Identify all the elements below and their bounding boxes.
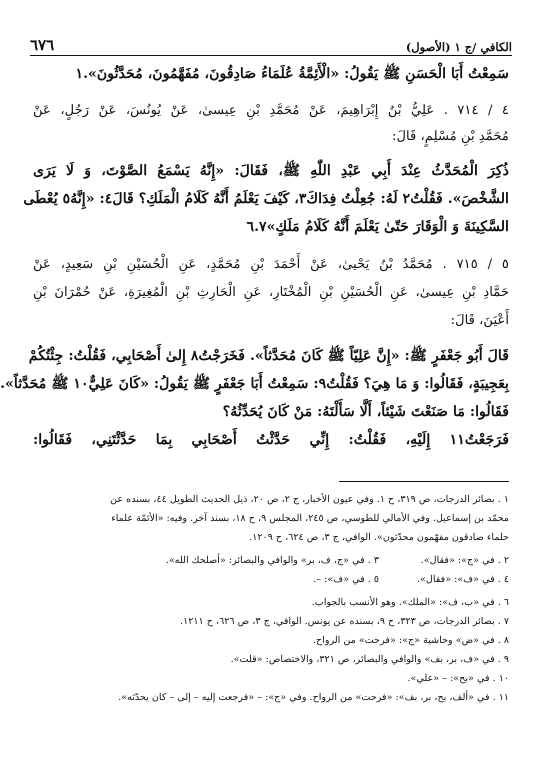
footnote: ١٠ . في «بح»: – «علي». [407,673,509,684]
hadith-text-line: فَقَالُوا: مَا صَنَعْتَ شَيْئاً، أَلَّا سَأَلْتَهُ: مَنْ كَانَ يُحَدِّثُهُ؟ [222,404,509,420]
footnote-line: محمّد بن إسماعيل. وفي الأمالي للطوسي، ص ٢٤٥، المجلس ٩، ح ١٨، بسند آخر. وفيه: «الأئمّة علماء [111,513,509,524]
footnote-row [33,574,509,585]
hadith-text-line: ذُكِرَ الْمُحَدَّثُ عِنْدَ أَبِي عَبْدِ اللّٰهِ ﷺ، فَقَالَ: «إِنَّهُ يَسْمَعُ الصَّوْتَ، وَ لَا يَرَى [33,163,509,179]
page-header [30,32,512,54]
footnote-row [33,555,509,566]
footnote: ١١ . في «ألف، بح، بر، بف»: «فرحت» من الرواح. وفي «ج»: – «فرجعت إليه – إلى – كان يحدّثه». [118,692,509,703]
footnote: ٥ . في «ف»: –. [313,574,379,585]
footnote: ٤ . في «ف»: «فقال». [416,574,509,585]
hadith-text-line: قَالَ أَبُو جَعْفَرٍ ﷺ: «إِنَّ عَلِيّاً ﷺ كَانَ مُحَدَّثاً». فَخَرَجْتُ٨ إِلىٰ أَصْحَابِي، فَقُلْتُ: جِئْتُكُمْ [28,348,509,364]
footnote: ٣ . في «ج، ف، بر» والوافي والبصائر: «أصلحك الله». [165,555,379,566]
page-number: ٦٧٦ [30,36,55,54]
footnote: ٩ . في «ف، بر، بف» والوافي والبصائر، ص ٣٢١، والاختصاص: «قلت». [230,654,509,665]
hadith-text-line: سَمِعْتُ أَبَا الْحَسَنِ ﷺ يَقُولُ: «الْأَئِمَّةُ عُلَمَاءُ صَادِقُونَ، مُفَهَّمُونَ، مُحَدَّثُونَ».١ [75,66,509,82]
isnad-line: أَعْيَنَ، قَالَ: [450,313,509,328]
footnote-line: ١ . بصائر الدرجات، ص ٣١٩، ح ١. وفي عيون الأخبار، ج ٢، ص ٢٠، ذيل الحديث الطويل ٤٤، بسنده عن [110,494,509,505]
isnad-line: حَمَّادِ بْنِ عِيسىٰ، عَنِ الْحُسَيْنِ بْنِ الْمُخْتَارِ، عَنِ الْحَارِثِ بْنِ الْمُغِيرَةِ، عَنْ حُمْرَانَ بْنِ [33,285,509,300]
footnote: ٦ . في «ب، ف»: «الملك». وهو الأنسب بالجواب. [311,597,509,608]
hadith-text-line: بِعَجِيبَةٍ، فَقَالُوا: وَ مَا هِيَ؟ فَقُلْتُ٩: سَمِعْتُ أَبَا جَعْفَرٍ ﷺ يَقُولُ: «كَانَ عَلِيٌّ١٠ ﷺ مُحَدَّثاً». [0,376,509,392]
hadith-text-line: الشَّخْصَ». فَقُلْتُ٢ لَهُ: جُعِلْتُ فِدَاكَ٣، كَيْفَ يَعْلَمُ أَنَّهُ كَلَامُ الْمَلَكِ؟ قَالَ٤: «إِنَّهُ٥ يُعْطَى [23,191,509,207]
footnote-rule [339,481,509,482]
running-title: الكافي /ج ١ (الأصول) [405,40,512,54]
hadith-text-line: فَرَجَعْتُ١١ إِلَيْهِ، فَقُلْتُ: إِنِّي حَدَّثْتُ أَصْحَابِي بِمَا حَدَّثْتَنِي، فَقَالُوا: [33,432,509,448]
footnote: ٢ . في «ج»: «فقال». [420,555,509,566]
footnote: ٨ . في «ض» وحاشية «ج»: «فرحت» من الرواح. [312,635,509,646]
header-rule [30,55,512,56]
footnote: ٧ . بصائر الدرجات، ص ٣٢٣، ح ٩، بسنده عن يونس. الوافي، ج ٣، ص ٦٢٦، ح ١٢١١. [180,616,509,627]
isnad-line: مُحَمَّدِ بْنِ مُسْلِمٍ، قَالَ: [392,129,509,144]
isnad-line: ٥ / ٧١٥ . مُحَمَّدُ بْنُ يَحْيىٰ، عَنْ أَحْمَدَ بْنِ مُحَمَّدٍ، عَنِ الْحُسَيْنِ بْنِ سَعِيدٍ، عَنْ [33,257,510,272]
isnad-line: ٤ / ٧١٤ . عَلِيُّ بْنُ إِبْرَاهِيمَ، عَنْ مُحَمَّدِ بْنِ عِيسىٰ، عَنْ يُونُسَ، عَنْ رَجُلٍ، عَنْ [33,103,509,118]
hadith-text-line: السَّكِينَةَ وَ الْوَقَارَ حَتّىٰ يَعْلَمَ أَنَّهُ كَلَامُ مَلَكٍ»٦.٧ [246,219,509,235]
footnote-line: حلماء صادقون مفهّمون محدّثون». الوافي، ج ٣، ص ٦٢٤، ح ١٢٠٩. [249,532,509,543]
